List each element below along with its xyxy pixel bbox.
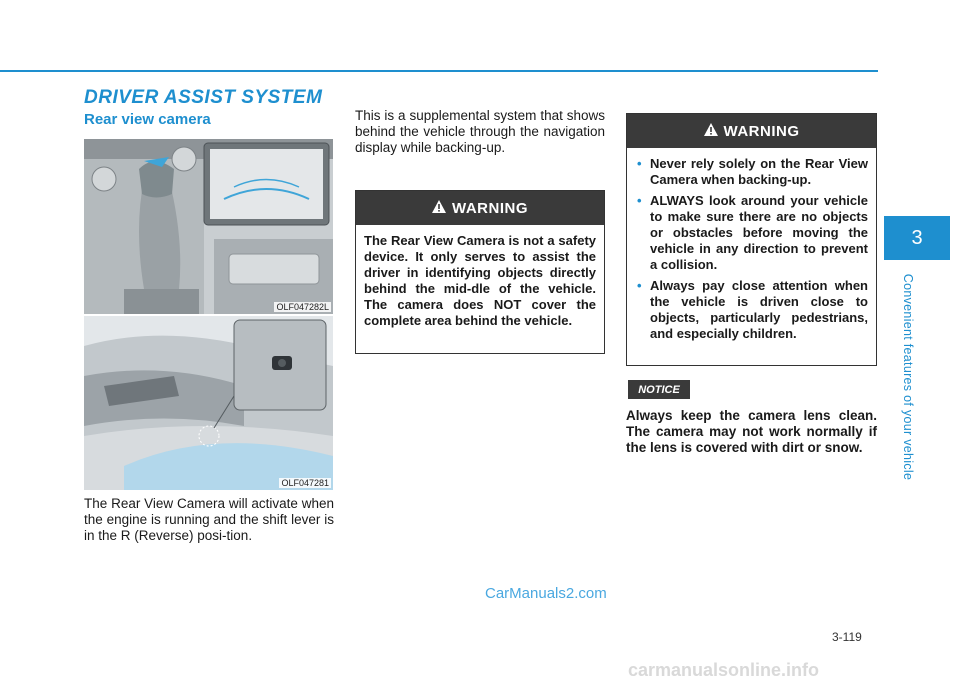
top-rule [0, 70, 878, 72]
warning-header [356, 191, 604, 225]
section-title: DRIVER ASSIST SYSTEM [84, 87, 323, 108]
watermark-carmanuals2[interactable]: CarManuals2.com [485, 585, 607, 602]
warning-box-1 [355, 190, 605, 354]
warning-title: WARNING [723, 122, 800, 140]
chapter-label: Convenient features of your vehicle [901, 273, 915, 481]
figure-code: OLF047281 [281, 478, 329, 488]
warning-box-2 [626, 113, 877, 366]
bullet-icon: • [637, 278, 642, 293]
chapter-tab: 3 [884, 216, 950, 260]
subsection-title: Rear view camera [84, 111, 211, 128]
notice-text: Always keep the camera lens clean. The camera may not work normally if the lens is covered with dirt or snow. [626, 408, 877, 455]
warning-body: The Rear View Camera is not a safety device. It only serves to assist the driver in identifying objects directly behind the mid-dle of the vehicle. The camera does NOT cover the complete area behind the vehicle. [364, 233, 596, 328]
notice-label: NOTICE [628, 380, 690, 399]
warning-triangle-icon [704, 123, 718, 140]
list-item: • ALWAYS look around your vehicle to make sure there are no objects or obstacles before moving the vehicle in any direction to prevent a collision. [637, 193, 868, 272]
intro-paragraph: This is a supplemental system that shows behind the vehicle through the navigation display while backing-up. [355, 108, 605, 155]
activation-paragraph: The Rear View Camera will activate when the engine is running and the shift lever is in the R (Reverse) posi-tion. [84, 496, 334, 543]
figure-rear-camera [84, 316, 333, 490]
bullet-icon: • [637, 156, 642, 171]
rear-camera-illustration [84, 316, 333, 490]
watermark-carmanualsonline: carmanualsonline.info [628, 660, 820, 680]
warning-title: WARNING [452, 199, 528, 217]
list-item: • Never rely solely on the Rear View Camera when backing-up. [637, 156, 868, 187]
figure-shift-lever [84, 139, 333, 314]
warning-triangle-icon [432, 200, 446, 217]
page-number: 3-119 [832, 630, 862, 644]
shift-lever-illustration [84, 139, 333, 314]
figure-code: OLF047282L [276, 302, 329, 312]
list-item: • Always pay close attention when the vehicle is driven close to objects, particularly pedestrians, and especially children. [637, 278, 868, 341]
warning-list [627, 148, 876, 342]
bullet-icon: • [637, 193, 642, 208]
warning-header [627, 114, 876, 148]
